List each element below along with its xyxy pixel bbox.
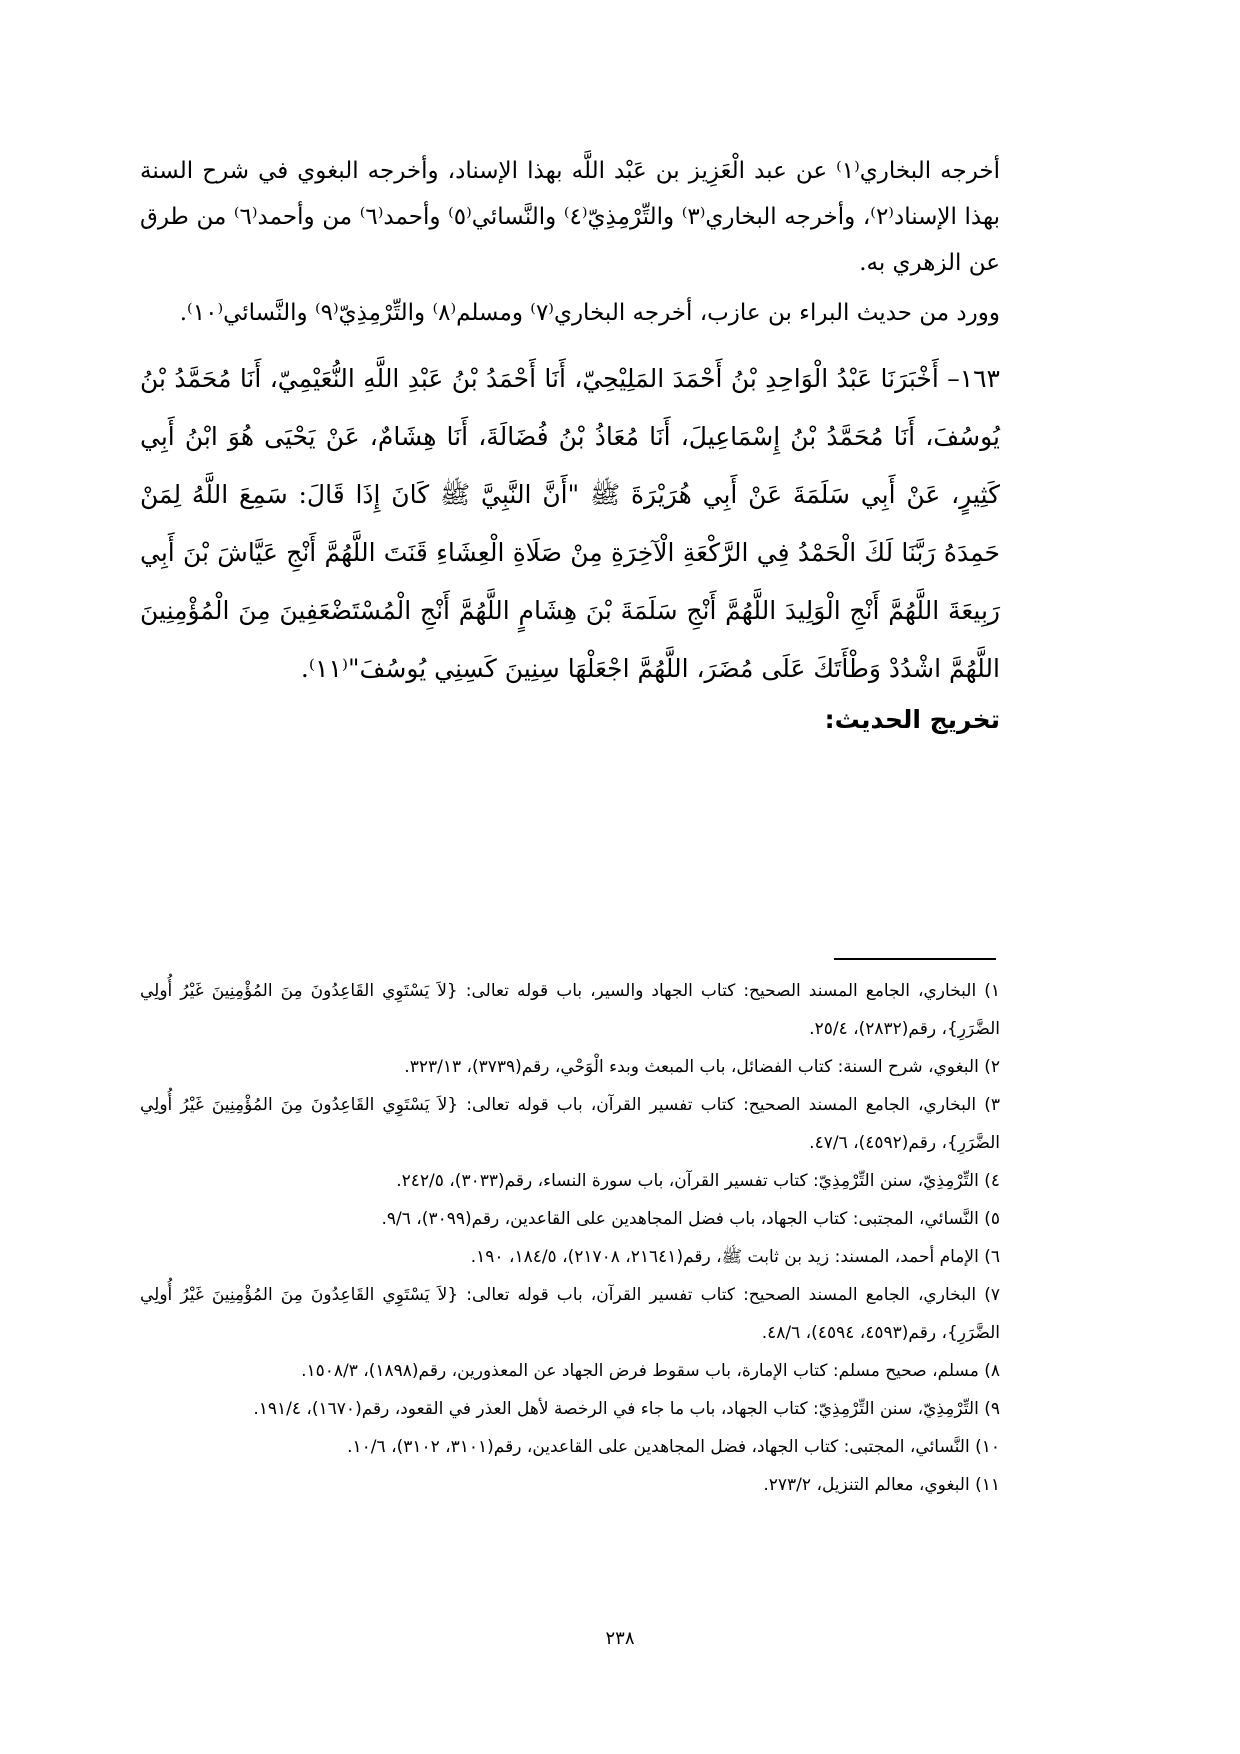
paragraph-takhrij: أخرجه البخاري⁽١⁾ عن عبد الْعَزِيز بن عَبْد اللَّه بهذا الإسناد، وأخرجه البغوي في شرح السنة بهذا الإسناد⁽٢⁾، وأخرجه البخاري⁽٣⁾ والتِّرْمِذِيّ⁽٤⁾ والنَّسائي⁽٥⁾ وأحمد⁽٦⁾ من وأحمد⁽٦⁾ من طرق عن الزهري به. — [140, 158, 1001, 276]
footnote-item: ٨) مسلم، صحيح مسلم: كتاب الإمارة، باب سقوط فرض الجهاد عن المعذورين، رقم(١٨٩٨)، ١٥٠٨/٣. — [301, 1361, 1000, 1381]
footnote-item: ٧) البخاري، الجامع المسند الصحيح: كتاب تفسير القرآن، باب قوله تعالى: {لاَ يَسْتَوِي القَاعِدُونَ مِنَ المُؤْمِنِينَ غَيْرُ أُولِي الضَّرَرِ}، رقم(٤٥٩٣، ٤٥٩٤)، ٤٨/٦. — [140, 1285, 1000, 1343]
page-number: ٢٣٨ — [605, 1628, 635, 1649]
section-heading: تخريج الحديث: — [824, 705, 1000, 734]
footnotes-list — [140, 972, 1000, 1504]
footnote-item: ٣) البخاري، الجامع المسند الصحيح: كتاب تفسير القرآن، باب قوله تعالى: {لاَ يَسْتَوِي القَاعِدُونَ مِنَ المُؤْمِنِينَ غَيْرُ أُولِي الضَّرَرِ}، رقم(٤٥٩٢)، ٤٧/٦. — [140, 1095, 1000, 1153]
footnote-item: ٥) النَّسائي، المجتبى: كتاب الجهاد، باب فضل المجاهدين على القاعدين، رقم(٣٠٩٩)، ٩/٦. — [381, 1209, 1000, 1229]
paragraph-bara-hadith: وورد من حديث البراء بن عازب، أخرجه البخاري⁽٧⁾ ومسلم⁽٨⁾ والتِّرْمِذِيّ⁽٩⁾ والنَّسائي⁽١٠⁾. — [179, 300, 1000, 326]
footnote-item: ٤) التِّرْمِذِيّ، سنن التِّرْمِذِيّ: كتاب تفسير القرآن، باب سورة النساء، رقم(٣٠٣٣)، ٢٤٢/٥. — [396, 1171, 1000, 1191]
footnote-item: ٦) الإمام أحمد، المسند: زيد بن ثابت ﷺ، رقم(٢١٦٤١، ٢١٧٠٨)، ١٨٤/٥، ١٩٠. — [470, 1247, 1000, 1267]
main-text — [140, 148, 1000, 742]
hadith-163-text: ١٦٣– أَخْبَرَنَا عَبْدُ الْوَاحِدِ بْنُ أَحْمَدَ المَلِيْحِيّ، أَنَا أَحْمَدُ بْنُ عَبْدِ اللَّهِ النُّعَيْمِيّ، أَنَا مُحَمَّدُ بْنُ يُوسُفَ، أَنَا مُحَمَّدُ بْنُ إِسْمَاعِيلَ، أَنَا مُعَاذُ بْنُ فُضَالَةَ، أَنَا هِشَامٌ، عَنْ يَحْيَى هُوَ ابْنُ أَبِي كَثِيرٍ، عَنْ أَبِي سَلَمَةَ عَنْ أَبِي هُرَيْرَةَ ﷺ "أَنَّ النَّبِيَّ ﷺ كَانَ إِذَا قَالَ: سَمِعَ اللَّهُ لِمَنْ حَمِدَهُ رَبَّنَا لَكَ الْحَمْدُ فِي الرَّكْعَةِ الْآخِرَةِ مِنْ صَلَاةِ الْعِشَاءِ قَنَتَ اللَّهُمَّ أَنْجِ عَيَّاشَ بْنَ أَبِي رَبِيعَةَ اللَّهُمَّ أَنْجِ الْوَلِيدَ اللَّهُمَّ أَنْجِ سَلَمَةَ بْنَ هِشَامٍ اللَّهُمَّ أَنْجِ الْمُسْتَضْعَفِينَ مِنَ الْمُؤْمِنِينَ اللَّهُمَّ اشْدُدْ وَطْأَتَكَ عَلَى مُضَرَ، اللَّهُمَّ اجْعَلْهَا سِنِينَ كَسِنِي يُوسُفَ"⁽١١⁾. — [140, 364, 1000, 683]
footnote-item: ١٠) النَّسائي، المجتبى: كتاب الجهاد، فضل المجاهدين على القاعدين، رقم(٣١٠١، ٣١٠٢)، ١٠/٦. — [347, 1437, 1000, 1457]
footnote-item: ١) البخاري، الجامع المسند الصحيح: كتاب الجهاد والسير، باب قوله تعالى: {لاَ يَسْتَوِي القَاعِدُونَ مِنَ المُؤْمِنِينَ غَيْرُ أُولِي الضَّرَرِ}، رقم(٢٨٣٢)، ٢٥/٤. — [140, 981, 1000, 1039]
footnote-item: ٢) البغوي، شرح السنة: كتاب الفضائل، باب المبعث وبدء الْوَحْي، رقم(٣٧٣٩)، ٣٢٣/١٣. — [404, 1057, 1000, 1077]
footnote-item: ١١) البغوي، معالم التنزيل، ٢٧٣/٢. — [763, 1475, 1000, 1495]
footnote-item: ٩) التِّرْمِذِيّ، سنن التِّرْمِذِيّ: كتاب الجهاد، باب ما جاء في الرخصة لأهل العذر في القعود، رقم(١٦٧٠)، ١٩١/٤. — [253, 1399, 1000, 1419]
footnote-separator — [834, 958, 996, 960]
